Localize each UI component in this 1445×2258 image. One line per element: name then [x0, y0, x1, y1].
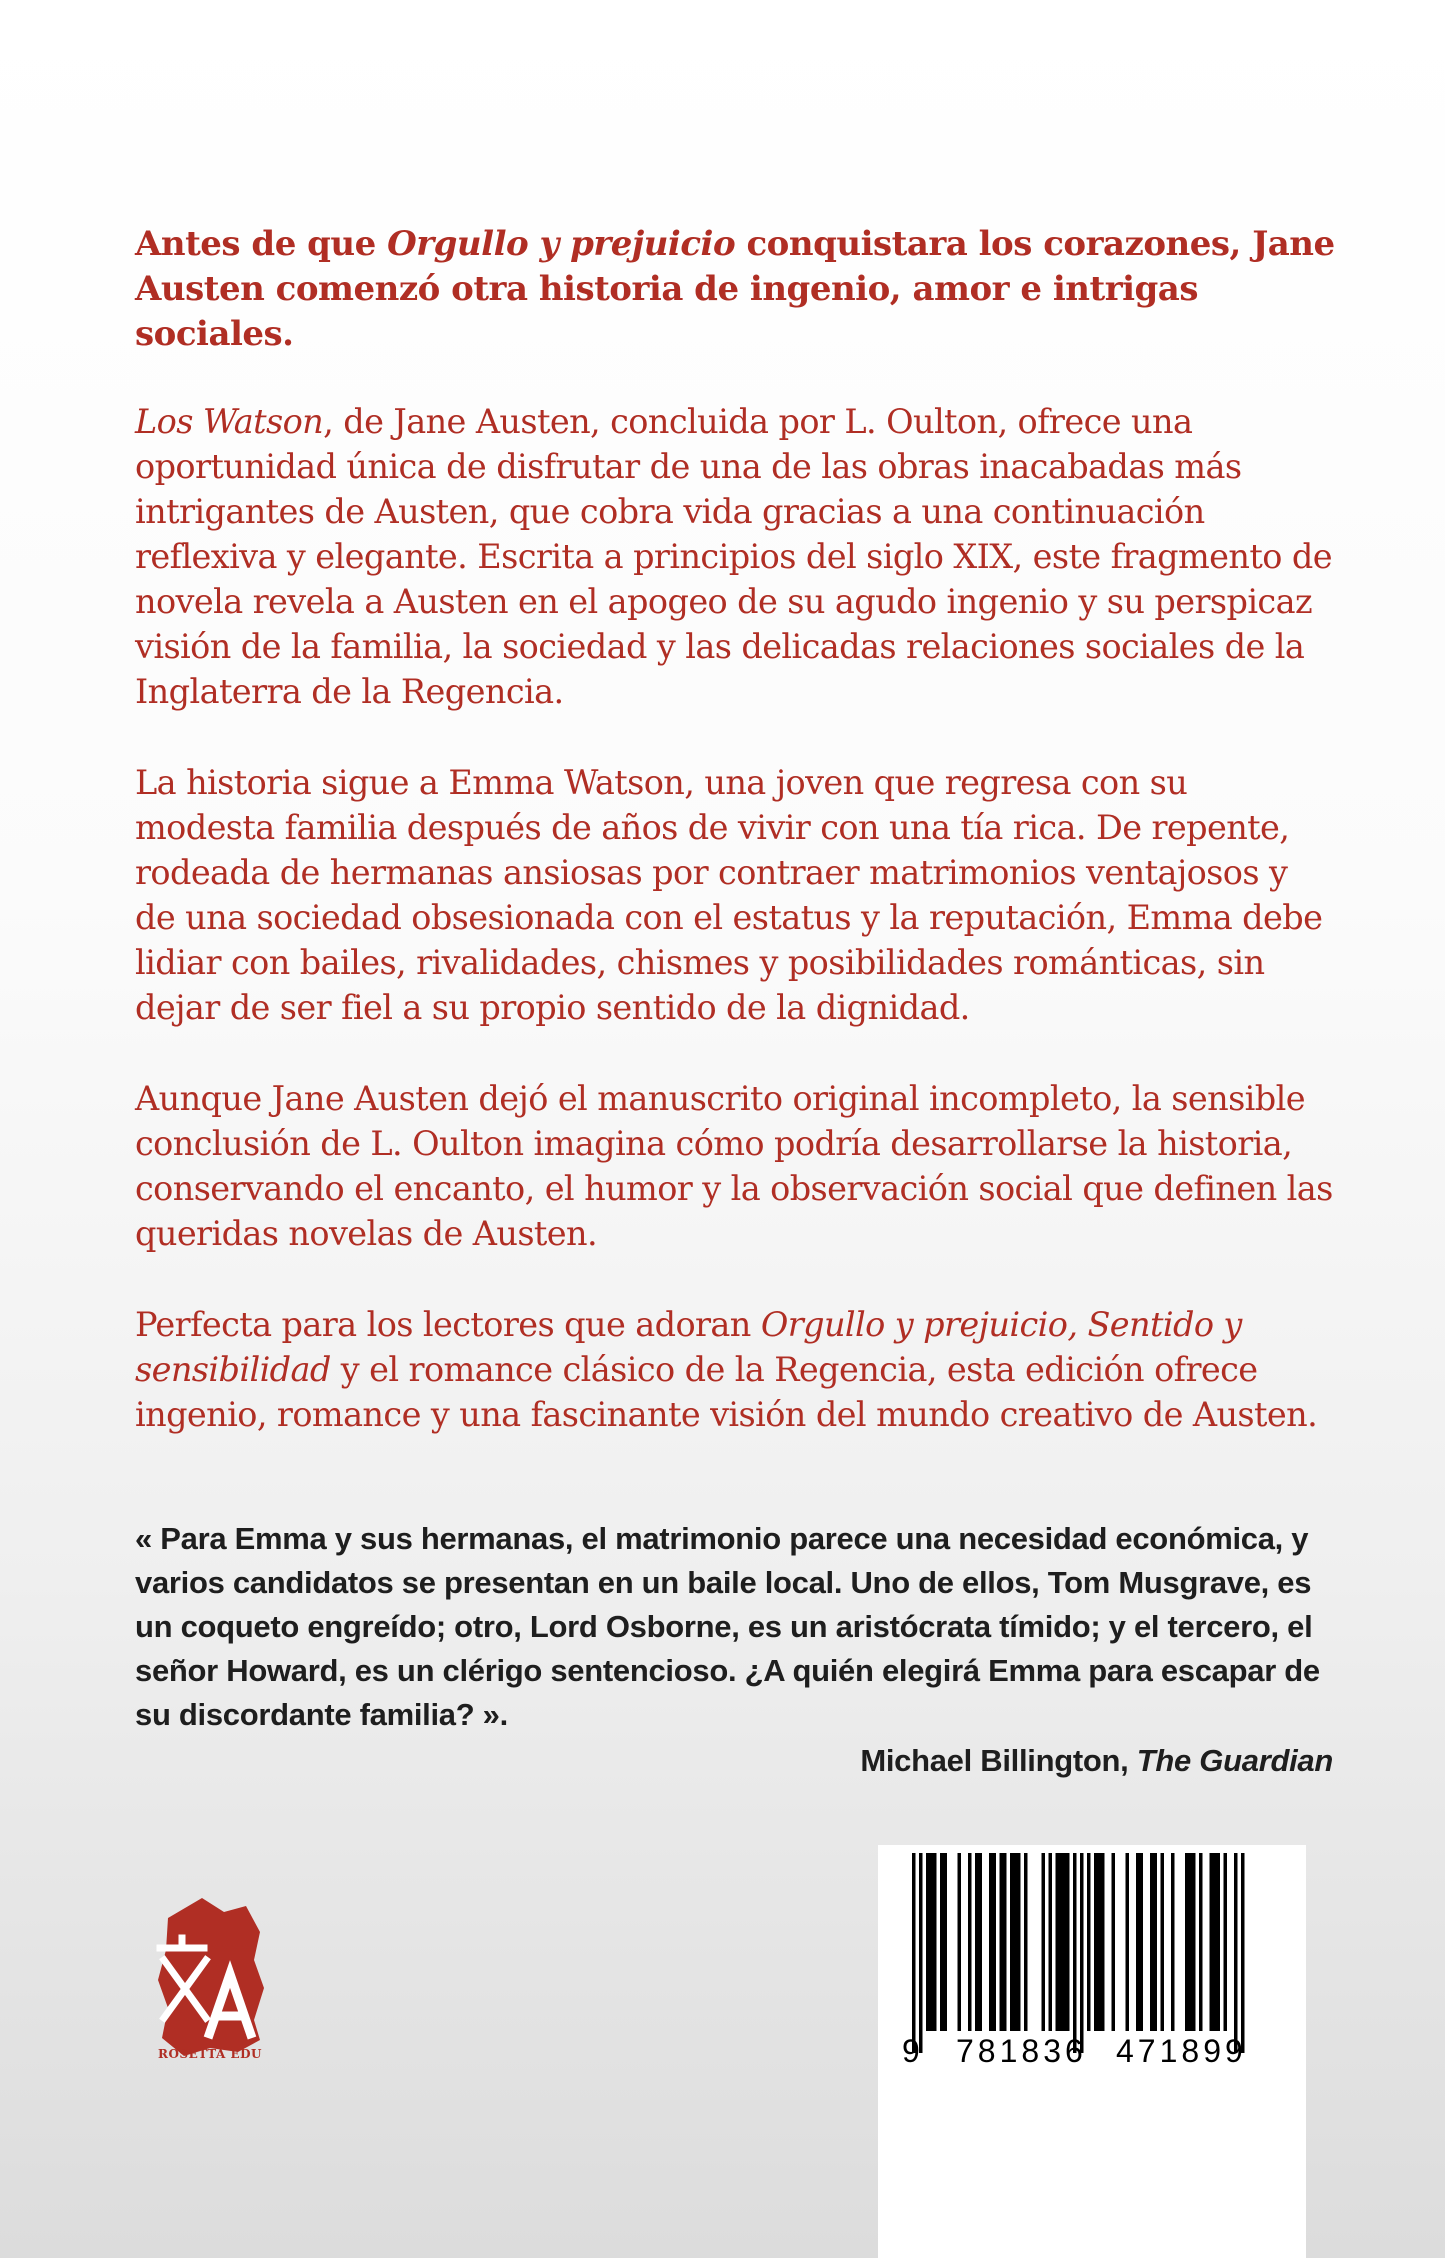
- barcode-bar: [1154, 1853, 1158, 2031]
- barcode-bar: [1080, 1853, 1084, 2053]
- barcode-bar: [1213, 1853, 1217, 2031]
- publisher-name: ROSETTA EDU: [157, 2047, 263, 2061]
- barcode-bar: [1042, 1853, 1046, 2031]
- barcode-bar: [926, 1853, 930, 2031]
- barcode-bar: [1171, 1853, 1175, 2031]
- blurb-paragraph-3: Aunque Jane Austen dejó el manuscrito original incompleto, la sensible conclusión de L. Oulton imagina cómo podría desarrollarse la historia, conservando el encanto, el humor y la observación social que definen las queridas novelas de Austen.: [135, 1079, 1333, 1253]
- barcode-bar: [1017, 1853, 1021, 2031]
- barcode-bar: [1185, 1853, 1189, 2031]
- barcode-bar: [1241, 1853, 1245, 2053]
- barcode-bar: [1063, 1853, 1067, 2031]
- barcode-bar: [1056, 1853, 1060, 2031]
- barcode-bar: [1192, 1853, 1196, 2031]
- barcode-bar: [1087, 1853, 1091, 2031]
- barcode-bar: [1073, 1853, 1077, 2053]
- barcode-bar: [1210, 1853, 1214, 2031]
- barcode-bar: [958, 1853, 962, 2031]
- barcode-bar: [1014, 1853, 1018, 2031]
- barcode-bar: [933, 1853, 937, 2031]
- barcode-bar: [1094, 1853, 1098, 2031]
- blurb-paragraph-2: La historia sigue a Emma Watson, una joven que regresa con su modesta familia después de años de vivir con una tía rica. De repente, rodeada de hermanas ansiosas por contraer matrimonios ventajosos y de una sociedad obsesionada con el estatus y la reputación, Emma debe lidiar con bailes, rivalidades, chismes y posibilidades románticas, sin dejar de ser fiel a su propio sentido de la dignidad.: [135, 763, 1323, 1027]
- isbn-group-1: 781836: [956, 2033, 1087, 2069]
- barcode-bar: [940, 1853, 944, 2031]
- quote-source: The Guardian: [1136, 1743, 1333, 1778]
- barcode-bar: [1049, 1853, 1053, 2031]
- review-quote: [135, 1517, 1345, 1783]
- barcode-bar: [930, 1853, 934, 2031]
- barcode-bar: [1234, 1853, 1238, 2053]
- blurb-paragraph-4: Perfecta para los lectores que adoran Orgullo y prejuicio, Sentido y sensibilidad y el romance clásico de la Regencia, esta edición ofrece ingenio, romance y una fascinante visión del mundo creativo de Austen.: [135, 1305, 1318, 1434]
- barcode-bar: [1150, 1853, 1154, 2031]
- quote-attribution: Michael Billington, The Guardian: [860, 1743, 1333, 1778]
- title-pride-prejudice: Orgullo y prejuicio: [387, 224, 736, 264]
- title-los-watson: Los Watson: [135, 402, 324, 441]
- isbn-first-digit: 9: [902, 2033, 924, 2069]
- barcode-bar: [912, 1853, 916, 2053]
- barcode-bar: [919, 1853, 923, 2053]
- blurb-lead: Antes de que Orgullo y prejuicio conquistara los corazones, Jane Austen comenzó otra historia de ingenio, amor e intrigas sociales.: [135, 224, 1335, 354]
- barcode-bar: [979, 1853, 983, 2031]
- barcode-bar: [1161, 1853, 1165, 2031]
- barcode-bar: [989, 1853, 993, 2031]
- barcode-bar: [1066, 1853, 1070, 2031]
- barcode-bar: [1112, 1853, 1116, 2031]
- quote-text: « Para Emma y sus hermanas, el matrimonio parece una necesidad económica, y varios candidatos se presentan en un baile local. Uno de ellos, Tom Musgrave, es un coqueto engreído; otro, Lord Osborne, es un aristócrata tímido; y el tercero, el señor Howard, es un clérigo sentencioso. ¿A quién elegirá Emma para escapar de su discordante familia? ».: [135, 1521, 1320, 1732]
- blurb-paragraph-1: Los Watson, de Jane Austen, concluida por L. Oulton, ofrece una oportunidad única de disfrutar de una de las obras inacabadas más intrigantes de Austen, que cobra vida gracias a una continuación reflexiva y elegante. Escrita a principios del siglo XIX, este fragmento de novela revela a Austen en el apogeo de su agudo ingenio y su perspicaz visión de la familia, la sociedad y las delicadas relaciones sociales de la Inglaterra de la Regencia.: [135, 402, 1332, 711]
- barcode-bar: [968, 1853, 972, 2031]
- isbn-barcode: [878, 1845, 1306, 2258]
- barcode-bar: [1000, 1853, 1004, 2031]
- barcode-bar: [1217, 1853, 1221, 2031]
- related-titles: Orgullo y prejuicio, Sentido y sensibilidad: [135, 1305, 1242, 1389]
- barcode-bar: [1010, 1853, 1014, 2031]
- barcode-bar: [1199, 1853, 1203, 2031]
- barcode-bar: [1024, 1853, 1028, 2031]
- barcode-bar: [1140, 1853, 1144, 2031]
- barcode-bar: [1126, 1853, 1130, 2031]
- barcode-bar: [1059, 1853, 1063, 2031]
- barcode-bar: [1003, 1853, 1007, 2031]
- barcode-bar: [944, 1853, 948, 2031]
- barcode-bar: [1101, 1853, 1105, 2031]
- book-blurb: [135, 222, 1335, 1483]
- barcode-bar: [975, 1853, 979, 2031]
- barcode-bar: [1224, 1853, 1228, 2031]
- barcode-bar: [993, 1853, 997, 2031]
- translate-icon: [150, 1888, 270, 2068]
- isbn-group-2: 471899: [1116, 2033, 1247, 2069]
- barcode-bar: [1136, 1853, 1140, 2031]
- barcode-bar: [1189, 1853, 1193, 2031]
- barcode-bar: [1098, 1853, 1102, 2031]
